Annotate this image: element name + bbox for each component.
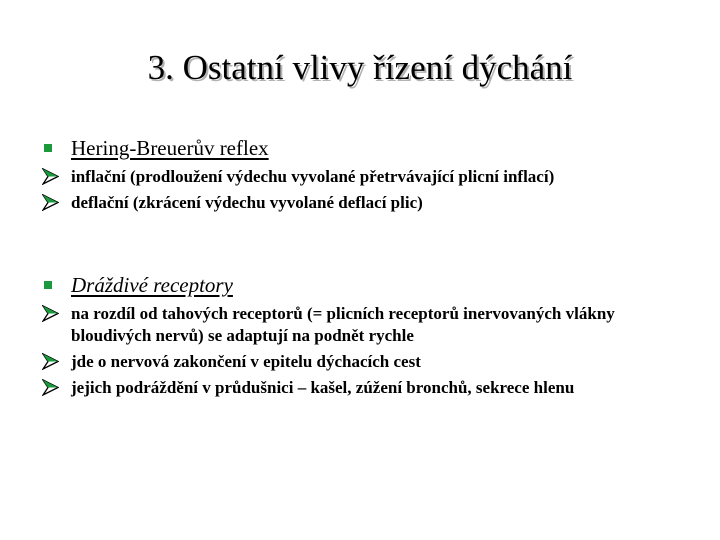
list-item [42,166,631,188]
list-item [42,303,631,347]
arrow-bullet-icon [42,353,59,370]
section-heading [42,135,682,161]
list-item [42,192,631,214]
arrow-bullet-icon [42,194,59,211]
list-item-text: inflační (prodloužení výdechu vyvolané přetrvávající plicní inflací) [71,167,555,186]
section-heading-text: Hering-Breuerův reflex [71,136,269,160]
bullet-list [42,166,682,214]
bullet-list [42,303,682,399]
arrow-bullet-icon [42,379,59,396]
section-heading-text: Dráždivé receptory [71,273,233,297]
list-item-text: jde o nervová zakončení v epitelu dýchacích cest [71,352,421,371]
square-bullet-icon [44,144,52,152]
slide-title: 3. Ostatní vlivy řízení dýchání [147,48,573,87]
list-item-text: jejich podráždění v průdušnici – kašel, zúžení bronchů, sekrece hlenu [71,378,575,397]
section-drazdive-receptory [42,272,682,399]
section-heading [42,272,682,298]
arrow-bullet-icon [42,305,59,322]
list-item [42,377,631,399]
square-bullet-icon [44,281,52,289]
arrow-bullet-icon [42,168,59,185]
section-hering-breuer [42,135,682,214]
list-item-text: na rozdíl od tahových receptorů (= plicních receptorů inervovaných vlákny bloudivých nervů) se adaptují na podnět rychle [71,304,615,345]
list-item-text: deflační (zkrácení výdechu vyvolané deflací plic) [71,193,423,212]
list-item [42,351,631,373]
